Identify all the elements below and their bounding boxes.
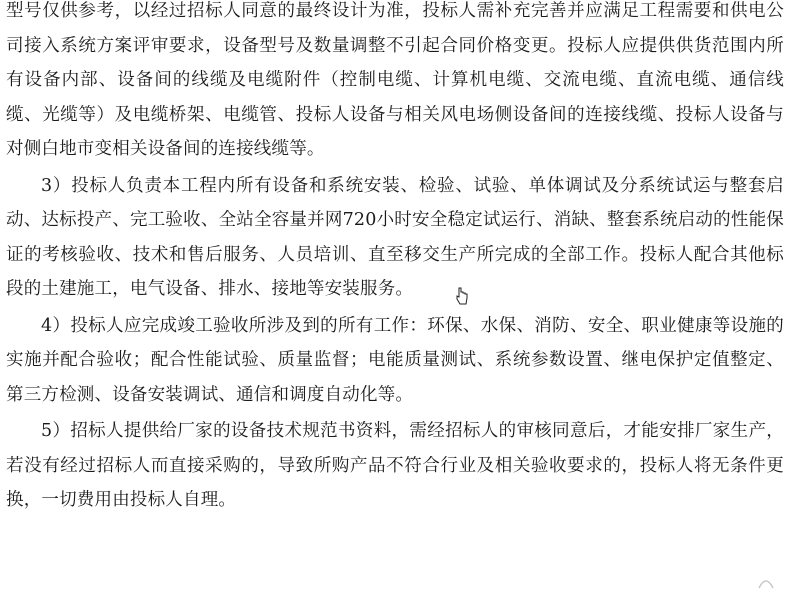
- document-body: [6, 0, 784, 518]
- paragraph-4: 5）招标人提供给厂家的设备技术规范书资料，需经招标人的审核同意后，才能安排厂家生产，若没有经过招标人而直接采购的，导致所购产品不符合行业及相关验收要求的，投标人将无条件更换，一切费用由投标人自理。: [6, 421, 784, 510]
- paragraph-1: 型号仅供参考，以经过招标人同意的最终设计为准，投标人需补充完善并应满足工程需要和供电公司接入系统方案评审要求，设备型号及数量调整不引起合同价格变更。投标人应提供供货范围内所有设备内部、设备间的线缆及电缆附件（控制电缆、计算机电缆、交流电缆、直流电缆、通信线缆、光缆等）及电缆桥架、电缆管、投标人设备与相关风电场侧设备间的连接线缆、投标人设备与对侧白地市变相关设备间的连接线缆等。: [6, 1, 784, 159]
- paragraph-2: 3）投标人负责本工程内所有设备和系统安装、检验、试验、单体调试及分系统试运与整套启动、达标投产、完工验收、全站全容量并网720小时安全稳定试运行、消缺、整套系统启动的性能保证的考核验收、技术和售后服务、人员培训、直至移交生产所完成的全部工作。投标人配合其他标段的土建施工，电气设备、排水、接地等安装服务。: [6, 175, 784, 299]
- paragraph-3: 4）投标人应完成竣工验收所涉及到的所有工作：环保、水保、消防、安全、职业健康等设施的实施并配合验收；配合性能试验、质量监督；电能质量测试、系统参数设置、继电保护定值整定、第三方检测、设备安装调试、通信和调度自动化等。: [6, 315, 784, 405]
- scroll-mark-icon: [757, 576, 775, 590]
- hand-pointer-icon: [456, 287, 468, 305]
